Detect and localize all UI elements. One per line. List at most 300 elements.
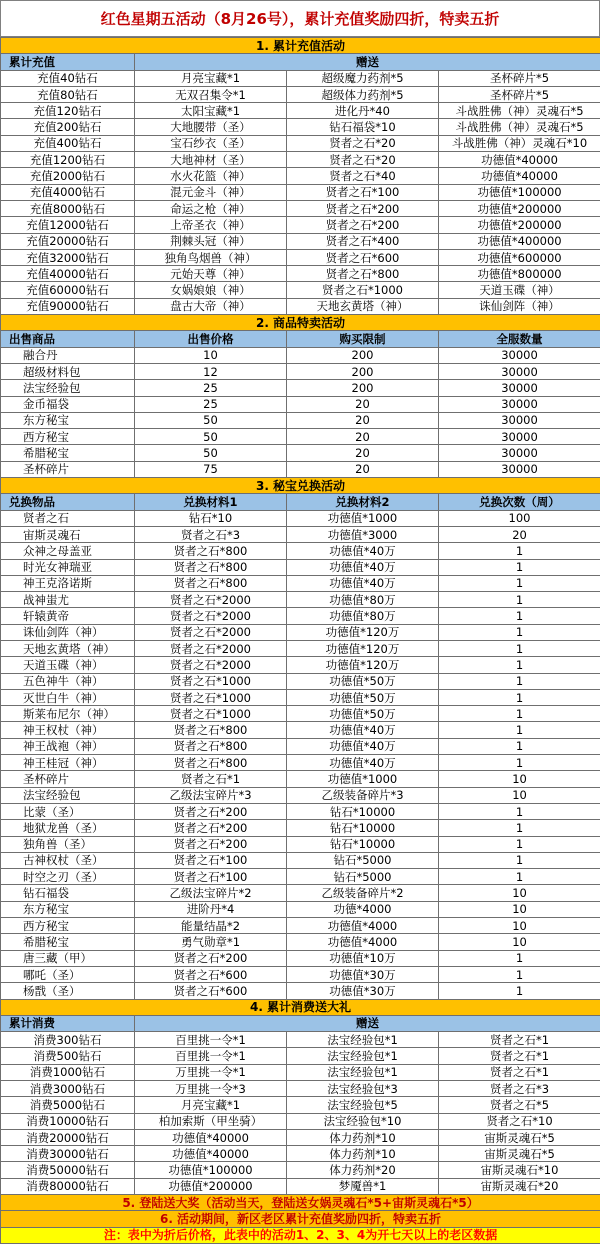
table-cell: 希腊秘宝 xyxy=(1,934,135,950)
table-row xyxy=(1,966,600,982)
table-cell: 贤者之石*800 xyxy=(135,722,287,738)
table-cell: 消费1000钻石 xyxy=(1,1064,135,1080)
table-cell: 20 xyxy=(439,526,600,542)
table-cell: 神王克洛诺斯 xyxy=(1,575,135,591)
table-row xyxy=(1,787,600,803)
table-row xyxy=(1,640,600,656)
table-cell: 贤者之石*2000 xyxy=(135,640,287,656)
table-cell: 元始天尊（神） xyxy=(135,266,287,282)
sec4-heading: 4. 累计消费送大礼 xyxy=(1,999,600,1015)
table-cell: 斗战胜佛（神）灵魂石*10 xyxy=(439,135,600,151)
table-row xyxy=(1,1048,600,1064)
table-cell: 西方秘宝 xyxy=(1,918,135,934)
table-cell: 宙斯灵魂石*20 xyxy=(439,1178,600,1194)
table-row xyxy=(1,950,600,966)
table-cell: 1 xyxy=(439,592,600,608)
column-header: 赠送 xyxy=(135,1015,600,1031)
table-row xyxy=(1,526,600,542)
table-cell: 宙斯灵魂石*5 xyxy=(439,1146,600,1162)
table-cell: 功德值*1000 xyxy=(287,510,439,526)
table-cell: 贤者之石*200 xyxy=(135,820,287,836)
table-cell: 法宝经验包*1 xyxy=(287,1064,439,1080)
table-cell: 超级材料包 xyxy=(1,363,135,379)
table-cell: 消费50000钻石 xyxy=(1,1162,135,1178)
table-cell: 贤者之石*2000 xyxy=(135,592,287,608)
table-row xyxy=(1,135,600,151)
table-cell: 25 xyxy=(135,396,287,412)
table-cell: 30000 xyxy=(439,412,600,428)
table-cell: 战神蚩尤 xyxy=(1,592,135,608)
table-cell: 1 xyxy=(439,950,600,966)
table-cell: 贤者之石*2000 xyxy=(135,657,287,673)
table-row xyxy=(1,119,600,135)
table-cell: 功德值*1000 xyxy=(287,771,439,787)
table-cell: 消费30000钻石 xyxy=(1,1146,135,1162)
table-row xyxy=(1,1064,600,1080)
table-cell: 贤者之石*1000 xyxy=(135,706,287,722)
table-row xyxy=(1,168,600,184)
table-cell: 功德值*200000 xyxy=(439,217,600,233)
table-cell: 1 xyxy=(439,689,600,705)
table-cell: 贤者之石*1 xyxy=(439,1032,600,1048)
table-cell: 1 xyxy=(439,869,600,885)
table-cell: 20 xyxy=(287,445,439,461)
table-row xyxy=(1,429,600,445)
table-cell: 功德值*40000 xyxy=(135,1146,287,1162)
table-cell: 贤者之石*800 xyxy=(135,559,287,575)
table-cell: 消费20000钻石 xyxy=(1,1129,135,1145)
table-cell: 功德值*40万 xyxy=(287,755,439,771)
sec1-heading: 1. 累计充值活动 xyxy=(1,38,600,54)
table-cell: 圣杯碎片*5 xyxy=(439,86,600,102)
table-cell: 斗战胜佛（神）灵魂石*5 xyxy=(439,119,600,135)
table-cell: 宝石纱衣（圣） xyxy=(135,135,287,151)
table-cell: 10 xyxy=(439,918,600,934)
section6-row xyxy=(1,1211,600,1227)
table-cell: 时空之刃（圣） xyxy=(1,869,135,885)
table-cell: 消费500钻石 xyxy=(1,1048,135,1064)
table-cell: 1 xyxy=(439,608,600,624)
table-row xyxy=(1,266,600,282)
column-header: 兑换物品 xyxy=(1,494,135,510)
table-row xyxy=(1,559,600,575)
table-cell: 月亮宝藏*1 xyxy=(135,1097,287,1113)
table-cell: 钻石*10000 xyxy=(287,803,439,819)
table-cell: 1 xyxy=(439,803,600,819)
table-cell: 贤者之石*200 xyxy=(135,836,287,852)
table-cell: 天道玉碟（神） xyxy=(439,282,600,298)
table-cell: 贤者之石*20 xyxy=(287,135,439,151)
table-cell: 20 xyxy=(287,429,439,445)
table-cell: 1 xyxy=(439,722,600,738)
table-cell: 贤者之石*800 xyxy=(287,266,439,282)
table-row xyxy=(1,722,600,738)
column-header: 赠送 xyxy=(135,54,600,70)
table-cell: 贤者之石*600 xyxy=(135,983,287,999)
table-cell: 贤者之石*200 xyxy=(287,217,439,233)
table-row xyxy=(1,86,600,102)
table-cell: 太阳宝藏*1 xyxy=(135,103,287,119)
table-row xyxy=(1,1113,600,1129)
table-cell: 充值20000钻石 xyxy=(1,233,135,249)
table-cell: 50 xyxy=(135,429,287,445)
table-cell: 贤者之石*5 xyxy=(439,1097,600,1113)
table-cell: 充值200钻石 xyxy=(1,119,135,135)
table-cell: 轩辕黄帝 xyxy=(1,608,135,624)
section5-text: 5. 登陆送大奖（活动当天，登陆送女娲灵魂石*5+宙斯灵魂石*5） xyxy=(1,1195,600,1211)
table-row xyxy=(1,738,600,754)
table-cell: 西方秘宝 xyxy=(1,429,135,445)
table-cell: 功德值*40万 xyxy=(287,543,439,559)
table-cell: 1 xyxy=(439,624,600,640)
table-cell: 钻石*5000 xyxy=(287,869,439,885)
table-row xyxy=(1,1097,600,1113)
table-row xyxy=(1,445,600,461)
table-row xyxy=(1,412,600,428)
table-row xyxy=(1,380,600,396)
table-cell: 1 xyxy=(439,640,600,656)
table-cell: 百里挑一令*1 xyxy=(135,1048,287,1064)
table-cell: 贤者之石*600 xyxy=(135,966,287,982)
table-row xyxy=(1,934,600,950)
table-cell: 贤者之石*600 xyxy=(287,249,439,265)
table-cell: 哪吒（圣） xyxy=(1,966,135,982)
table-cell: 充值120钻石 xyxy=(1,103,135,119)
table-row xyxy=(1,103,600,119)
column-header: 出售商品 xyxy=(1,331,135,347)
table-cell: 神王战袍（神） xyxy=(1,738,135,754)
column-header: 累计消费 xyxy=(1,1015,135,1031)
table-cell: 贤者之石*3 xyxy=(135,526,287,542)
table-row xyxy=(1,1032,600,1048)
table-cell: 功德值*40000 xyxy=(439,152,600,168)
table-cell: 10 xyxy=(439,787,600,803)
sec3-header-row xyxy=(1,494,600,510)
table-row xyxy=(1,836,600,852)
sec2-heading-row xyxy=(1,315,600,331)
table-cell: 天地玄黄塔（神） xyxy=(287,298,439,314)
table-cell: 宙斯灵魂石*10 xyxy=(439,1162,600,1178)
table-cell: 功德值*10万 xyxy=(287,950,439,966)
table-cell: 功德值*400000 xyxy=(439,233,600,249)
table-cell: 贤者之石*200 xyxy=(287,200,439,216)
table-cell: 1 xyxy=(439,966,600,982)
table-row xyxy=(1,624,600,640)
table-cell: 功德值*50万 xyxy=(287,673,439,689)
table-cell: 功德值*120万 xyxy=(287,640,439,656)
column-header: 累计充值 xyxy=(1,54,135,70)
table-cell: 混元金斗（神） xyxy=(135,184,287,200)
table-cell: 法宝经验包*3 xyxy=(287,1081,439,1097)
section5-row xyxy=(1,1195,600,1211)
table-row xyxy=(1,282,600,298)
table-cell: 法宝经验包 xyxy=(1,787,135,803)
table-cell: 功德值*120万 xyxy=(287,624,439,640)
table-row xyxy=(1,363,600,379)
table-cell: 200 xyxy=(287,347,439,363)
table-cell: 东方秘宝 xyxy=(1,901,135,917)
table-cell: 充值400钻石 xyxy=(1,135,135,151)
table-cell: 钻石福袋 xyxy=(1,885,135,901)
table-cell: 体力药剂*20 xyxy=(287,1162,439,1178)
table-cell: 20 xyxy=(287,396,439,412)
table-cell: 功德值*200000 xyxy=(439,200,600,216)
table-cell: 圣杯碎片*5 xyxy=(439,70,600,86)
table-row xyxy=(1,869,600,885)
column-header: 出售价格 xyxy=(135,331,287,347)
table-cell: 功德*4000 xyxy=(287,901,439,917)
table-cell: 消费300钻石 xyxy=(1,1032,135,1048)
table-cell: 1 xyxy=(439,575,600,591)
table-row xyxy=(1,983,600,999)
table-cell: 充值2000钻石 xyxy=(1,168,135,184)
table-cell: 50 xyxy=(135,412,287,428)
table-cell: 1 xyxy=(439,706,600,722)
table-row xyxy=(1,1081,600,1097)
table-row xyxy=(1,755,600,771)
table-cell: 法宝经验包*10 xyxy=(287,1113,439,1129)
sec4-heading-row xyxy=(1,999,600,1015)
table-cell: 功德值*40000 xyxy=(135,1129,287,1145)
table-cell: 贤者之石*400 xyxy=(287,233,439,249)
table-cell: 法宝经验包*5 xyxy=(287,1097,439,1113)
table-row xyxy=(1,200,600,216)
table-cell: 乙级法宝碎片*2 xyxy=(135,885,287,901)
table-cell: 钻石福袋*10 xyxy=(287,119,439,135)
table-cell: 功德值*40万 xyxy=(287,722,439,738)
table-cell: 25 xyxy=(135,380,287,396)
column-header: 购买限制 xyxy=(287,331,439,347)
table-cell: 功德值*100000 xyxy=(135,1162,287,1178)
table-cell: 功德值*800000 xyxy=(439,266,600,282)
table-cell: 功德值*200000 xyxy=(135,1178,287,1194)
table-cell: 贤者之石 xyxy=(1,510,135,526)
table-row xyxy=(1,771,600,787)
table-cell: 功德值*30万 xyxy=(287,983,439,999)
table-cell: 充值4000钻石 xyxy=(1,184,135,200)
table-cell: 水火花篮（神） xyxy=(135,168,287,184)
table-row xyxy=(1,657,600,673)
table-cell: 东方秘宝 xyxy=(1,412,135,428)
table-row xyxy=(1,820,600,836)
table-cell: 消费10000钻石 xyxy=(1,1113,135,1129)
table-cell: 30000 xyxy=(439,347,600,363)
table-cell: 超级魔力药剂*5 xyxy=(287,70,439,86)
table-cell: 贤者之石*1000 xyxy=(135,673,287,689)
table-cell: 30000 xyxy=(439,380,600,396)
table-cell: 天道玉碟（神） xyxy=(1,657,135,673)
table-cell: 1 xyxy=(439,543,600,559)
sec1-header-row xyxy=(1,54,600,70)
table-row xyxy=(1,298,600,314)
table-cell: 50 xyxy=(135,445,287,461)
sec2-heading: 2. 商品特卖活动 xyxy=(1,315,600,331)
table-cell: 充值40000钻石 xyxy=(1,266,135,282)
note-row xyxy=(1,1227,600,1243)
table-cell: 1 xyxy=(439,657,600,673)
table-cell: 贤者之石*2000 xyxy=(135,608,287,624)
table-cell: 贤者之石*20 xyxy=(287,152,439,168)
sec4-header-row xyxy=(1,1015,600,1031)
table-cell: 1 xyxy=(439,559,600,575)
table-cell: 贤者之石*3 xyxy=(439,1081,600,1097)
section6-text: 6. 活动期间，新区老区累计充值奖励四折，特卖五折 xyxy=(1,1211,600,1227)
table-row xyxy=(1,510,600,526)
table-cell: 神王权杖（神） xyxy=(1,722,135,738)
table-cell: 10 xyxy=(439,885,600,901)
table-cell: 1 xyxy=(439,755,600,771)
table-cell: 消费80000钻石 xyxy=(1,1178,135,1194)
table-cell: 充值90000钻石 xyxy=(1,298,135,314)
table-cell: 1 xyxy=(439,852,600,868)
page-title: 红色星期五活动（8月26号），累计充值奖励四折，特卖五折 xyxy=(0,0,600,37)
table-cell: 斗战胜佛（神）灵魂石*5 xyxy=(439,103,600,119)
table-cell: 灭世白牛（神） xyxy=(1,689,135,705)
table-cell: 贤者之石*100 xyxy=(135,852,287,868)
sec1-heading-row xyxy=(1,38,600,54)
table-cell: 1 xyxy=(439,820,600,836)
table-cell: 功德值*100000 xyxy=(439,184,600,200)
table-cell: 贤者之石*1000 xyxy=(135,689,287,705)
table-cell: 功德值*40万 xyxy=(287,559,439,575)
table-cell: 75 xyxy=(135,461,287,477)
table-row xyxy=(1,803,600,819)
table-cell: 五色神牛（神） xyxy=(1,673,135,689)
table-cell: 30000 xyxy=(439,429,600,445)
table-cell: 30000 xyxy=(439,461,600,477)
table-cell: 乙级装备碎片*2 xyxy=(287,885,439,901)
table-cell: 宙斯灵魂石 xyxy=(1,526,135,542)
table-cell: 贤者之石*10 xyxy=(439,1113,600,1129)
table-cell: 月亮宝藏*1 xyxy=(135,70,287,86)
table-cell: 充值60000钻石 xyxy=(1,282,135,298)
table-cell: 消费5000钻石 xyxy=(1,1097,135,1113)
table-cell: 10 xyxy=(439,934,600,950)
column-header: 兑换材料2 xyxy=(287,494,439,510)
table-cell: 1 xyxy=(439,836,600,852)
table-cell: 时光女神瑞亚 xyxy=(1,559,135,575)
table-row xyxy=(1,901,600,917)
table-cell: 上帝圣衣（神） xyxy=(135,217,287,233)
table-cell: 功德值*40000 xyxy=(439,168,600,184)
table-cell: 钻石*5000 xyxy=(287,852,439,868)
table-cell: 20 xyxy=(287,412,439,428)
table-cell: 进化丹*40 xyxy=(287,103,439,119)
table-cell: 充值12000钻石 xyxy=(1,217,135,233)
table-cell: 1 xyxy=(439,673,600,689)
table-cell: 钻石*10000 xyxy=(287,820,439,836)
table-cell: 百里挑一令*1 xyxy=(135,1032,287,1048)
table-row xyxy=(1,575,600,591)
table-cell: 30000 xyxy=(439,445,600,461)
table-row xyxy=(1,1178,600,1194)
table-cell: 100 xyxy=(439,510,600,526)
table-cell: 10 xyxy=(439,771,600,787)
table-cell: 200 xyxy=(287,380,439,396)
table-cell: 20 xyxy=(287,461,439,477)
table-cell: 乙级装备碎片*3 xyxy=(287,787,439,803)
table-cell: 充值1200钻石 xyxy=(1,152,135,168)
table-cell: 1 xyxy=(439,983,600,999)
table-cell: 贤者之石*1000 xyxy=(287,282,439,298)
table-row xyxy=(1,689,600,705)
table-row xyxy=(1,608,600,624)
table-cell: 能量结晶*2 xyxy=(135,918,287,934)
table-cell: 功德值*120万 xyxy=(287,657,439,673)
table-cell: 无双召集令*1 xyxy=(135,86,287,102)
table-cell: 勇气勋章*1 xyxy=(135,934,287,950)
table-row xyxy=(1,461,600,477)
table-cell: 杨戬（圣） xyxy=(1,983,135,999)
table-cell: 钻石*10 xyxy=(135,510,287,526)
table-cell: 贤者之石*200 xyxy=(135,803,287,819)
table-cell: 200 xyxy=(287,363,439,379)
table-cell: 唐三藏（甲） xyxy=(1,950,135,966)
table-cell: 充值32000钻石 xyxy=(1,249,135,265)
table-cell: 30000 xyxy=(439,363,600,379)
sec3-heading: 3. 秘宝兑换活动 xyxy=(1,478,600,494)
table-cell: 柏加索斯（甲坐骑） xyxy=(135,1113,287,1129)
table-cell: 贤者之石*1 xyxy=(135,771,287,787)
table-cell: 贤者之石*1 xyxy=(439,1048,600,1064)
table-cell: 12 xyxy=(135,363,287,379)
table-cell: 地狱龙兽（圣） xyxy=(1,820,135,836)
table-cell: 30000 xyxy=(439,396,600,412)
table-row xyxy=(1,70,600,86)
table-row xyxy=(1,184,600,200)
table-cell: 贤者之石*100 xyxy=(287,184,439,200)
table-cell: 功德值*4000 xyxy=(287,934,439,950)
table-cell: 女娲娘娘（神） xyxy=(135,282,287,298)
table-cell: 命运之枪（神） xyxy=(135,200,287,216)
sec3-heading-row xyxy=(1,478,600,494)
table-cell: 圣杯碎片 xyxy=(1,771,135,787)
table-row xyxy=(1,233,600,249)
table-cell: 贤者之石*1 xyxy=(439,1064,600,1080)
table-cell: 法宝经验包 xyxy=(1,380,135,396)
table-cell: 梦魇兽*1 xyxy=(287,1178,439,1194)
table-cell: 充值8000钻石 xyxy=(1,200,135,216)
table-cell: 功德值*3000 xyxy=(287,526,439,542)
table-cell: 贤者之石*2000 xyxy=(135,624,287,640)
table-row xyxy=(1,592,600,608)
table-row xyxy=(1,217,600,233)
table-row xyxy=(1,673,600,689)
table-cell: 宙斯灵魂石*5 xyxy=(439,1129,600,1145)
table-cell: 贤者之石*800 xyxy=(135,575,287,591)
table-row xyxy=(1,152,600,168)
table-cell: 功德值*4000 xyxy=(287,918,439,934)
table-cell: 荆棘头冠（神） xyxy=(135,233,287,249)
table-row xyxy=(1,396,600,412)
column-header: 兑换次数（周） xyxy=(439,494,600,510)
table-cell: 希腊秘宝 xyxy=(1,445,135,461)
table-cell: 神王桂冠（神） xyxy=(1,755,135,771)
table-cell: 古神权杖（圣） xyxy=(1,852,135,868)
table-cell: 圣杯碎片 xyxy=(1,461,135,477)
table-cell: 独角兽（圣） xyxy=(1,836,135,852)
table-cell: 贤者之石*800 xyxy=(135,755,287,771)
table-cell: 融合丹 xyxy=(1,347,135,363)
table-cell: 贤者之石*800 xyxy=(135,543,287,559)
table-cell: 充值40钻石 xyxy=(1,70,135,86)
table-cell: 贤者之石*40 xyxy=(287,168,439,184)
table-cell: 功德值*40万 xyxy=(287,575,439,591)
table-cell: 大地腰带（圣） xyxy=(135,119,287,135)
table-cell: 贤者之石*200 xyxy=(135,950,287,966)
table-cell: 1 xyxy=(439,738,600,754)
table-cell: 独角鸟烟兽（神） xyxy=(135,249,287,265)
